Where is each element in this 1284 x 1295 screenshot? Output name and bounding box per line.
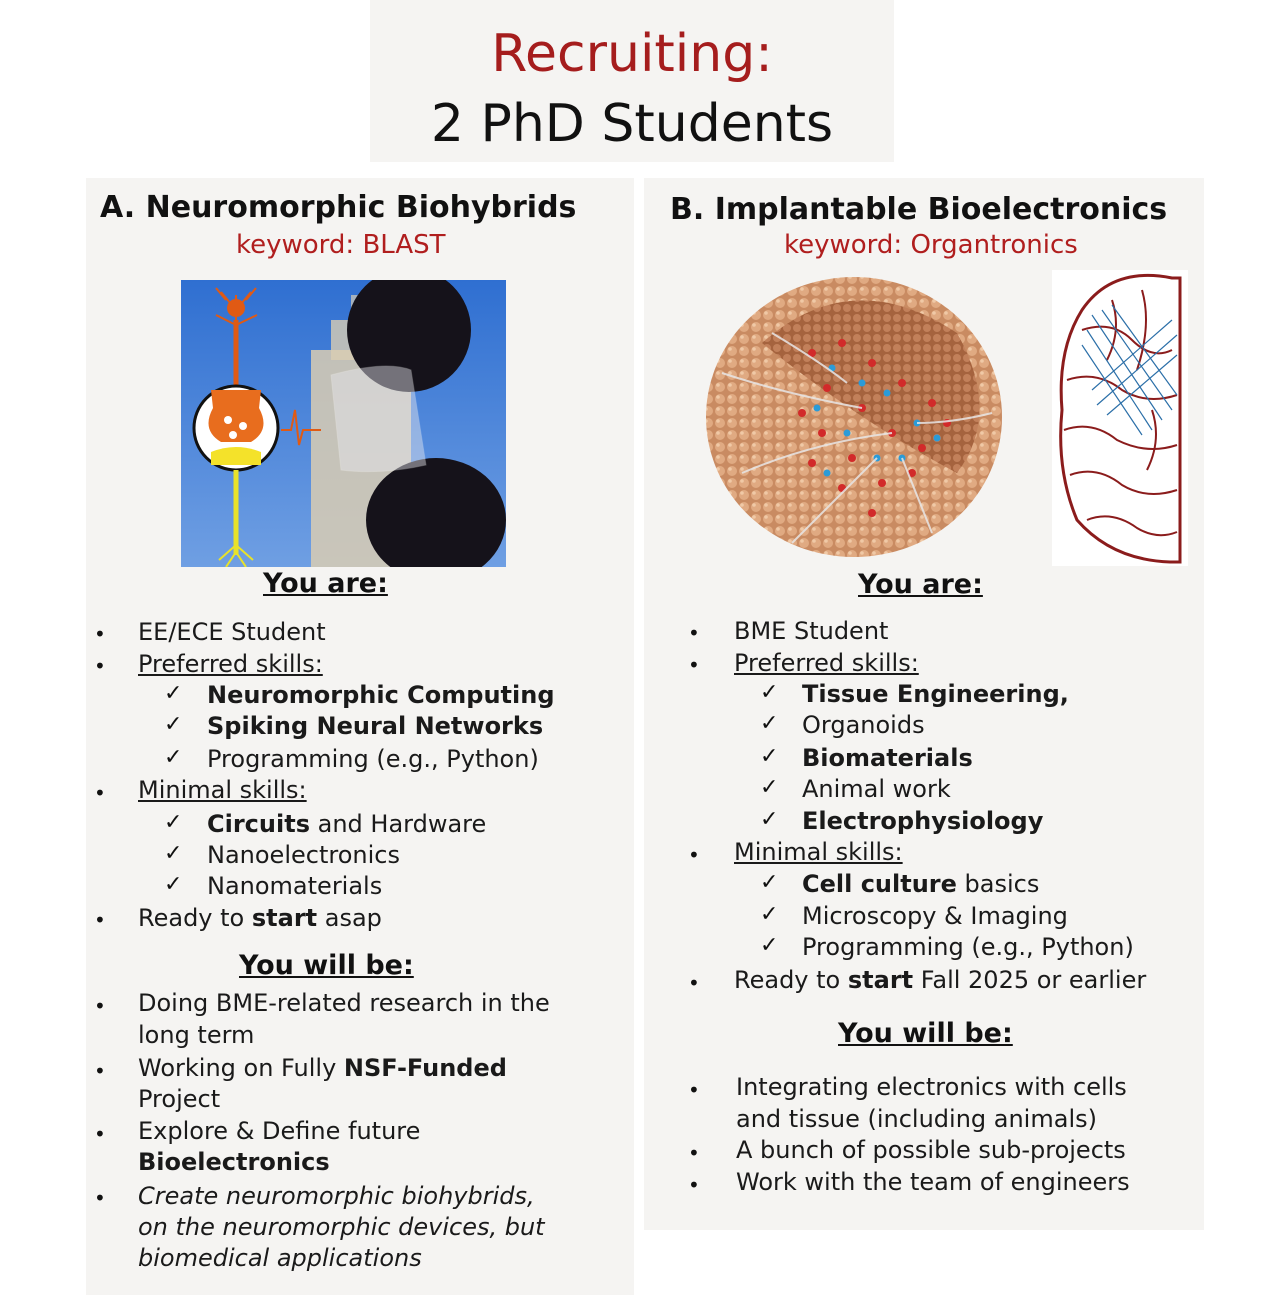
panel-a-preferred-item: Neuromorphic Computing: [207, 681, 555, 709]
bullet: •: [688, 1078, 700, 1102]
panel-a-you-will-be-heading: You will be:: [239, 950, 414, 981]
panel-b-will-1a: Integrating electronics with cells: [736, 1073, 1127, 1101]
panel-a-will-4b: on the neuromorphic devices, but: [138, 1213, 545, 1241]
check-icon: ✓: [164, 872, 183, 897]
bullet: •: [94, 1122, 106, 1146]
check-icon: ✓: [760, 711, 779, 736]
check-icon: ✓: [760, 870, 779, 895]
brain-figure: [1052, 270, 1188, 566]
positions-title: 2 PhD Students: [430, 94, 834, 154]
check-icon: ✓: [164, 712, 183, 737]
bullet: •: [688, 621, 700, 645]
bullet: •: [94, 1059, 106, 1083]
panel-a-you-are-heading: You are:: [263, 568, 388, 599]
bullet: •: [688, 1173, 700, 1197]
bullet: •: [688, 1141, 700, 1165]
check-icon: ✓: [760, 933, 779, 958]
organoid-electrode-figure: [702, 273, 1007, 561]
panel-b-minimal-item: Cell culture basics: [802, 870, 1040, 898]
panel-a-preferred-item: Programming (e.g., Python): [207, 745, 539, 773]
panel-a-will-2b: Project: [138, 1085, 221, 1113]
panel-b-keyword: keyword: Organtronics: [784, 230, 1078, 260]
panel-a-student: EE/ECE Student: [138, 618, 326, 646]
panel-b-will-3: Work with the team of engineers: [736, 1168, 1130, 1196]
panel-b-preferred-item: Electrophysiology: [802, 807, 1044, 835]
panel-a-minimal-item: Nanomaterials: [207, 872, 383, 900]
panel-b-preferred-item: Animal work: [802, 775, 951, 803]
bullet: •: [94, 908, 106, 932]
panel-b-preferred-label: Preferred skills:: [734, 649, 919, 677]
panel-a-keyword: keyword: BLAST: [236, 230, 446, 260]
bullet: •: [94, 1186, 106, 1210]
panel-a-ready: Ready to start asap: [138, 904, 382, 932]
panel-b-title: B. Implantable Bioelectronics: [670, 192, 1168, 227]
panel-b-preferred-item: Biomaterials: [802, 744, 973, 772]
panel-a-minimal-label: Minimal skills:: [138, 776, 307, 804]
panel-a-preferred-item: Spiking Neural Networks: [207, 712, 544, 740]
panel-a-will-4c: biomedical applications: [138, 1244, 422, 1272]
panel-a-will-4a: Create neuromorphic biohybrids,: [138, 1182, 535, 1210]
panel-b-minimal-label: Minimal skills:: [734, 838, 903, 866]
check-icon: ✓: [760, 807, 779, 832]
panel-a-will-3a: Explore & Define future: [138, 1117, 421, 1145]
bullet: •: [94, 622, 106, 646]
bullet: •: [94, 781, 106, 805]
bullet: •: [94, 654, 106, 678]
neuron-device-figure: [181, 280, 506, 567]
panel-b-minimal-item: Microscopy & Imaging: [802, 902, 1068, 930]
bullet: •: [94, 994, 106, 1018]
panel-b-you-will-be-heading: You will be:: [838, 1018, 1013, 1049]
check-icon: ✓: [164, 841, 183, 866]
panel-a-title: A. Neuromorphic Biohybrids: [100, 190, 577, 225]
panel-b-preferred-item: Tissue Engineering,: [802, 680, 1069, 708]
check-icon: ✓: [760, 775, 779, 800]
bullet: •: [688, 971, 700, 995]
panel-b-student: BME Student: [734, 617, 889, 645]
check-icon: ✓: [164, 745, 183, 770]
panel-a-minimal-item: Nanoelectronics: [207, 841, 400, 869]
panel-b-ready: Ready to start Fall 2025 or earlier: [734, 966, 1147, 994]
bullet: •: [688, 653, 700, 677]
panel-a-minimal-item: Circuits and Hardware: [207, 810, 487, 838]
check-icon: ✓: [760, 902, 779, 927]
check-icon: ✓: [164, 681, 183, 706]
panel-a-will-1a: Doing BME-related research in the: [138, 989, 550, 1017]
panel-a-will-2a: Working on Fully NSF-Funded: [138, 1054, 507, 1082]
panel-a-will-3b: Bioelectronics: [138, 1148, 330, 1176]
check-icon: ✓: [760, 680, 779, 705]
panel-b-minimal-item: Programming (e.g., Python): [802, 933, 1134, 961]
bullet: •: [688, 843, 700, 867]
panel-b-you-are-heading: You are:: [858, 569, 983, 600]
recruiting-title: Recruiting:: [491, 24, 773, 84]
recruiting-header: [370, 0, 894, 162]
panel-b-will-2: A bunch of possible sub-projects: [736, 1136, 1126, 1164]
panel-implantable-bioelectronics: [644, 178, 1204, 1230]
check-icon: ✓: [760, 744, 779, 769]
panel-b-preferred-item: Organoids: [802, 711, 925, 739]
panel-b-will-1b: and tissue (including animals): [736, 1105, 1097, 1133]
panel-a-preferred-label: Preferred skills:: [138, 650, 323, 678]
check-icon: ✓: [164, 810, 183, 835]
panel-a-will-1b: long term: [138, 1021, 255, 1049]
panel-neuromorphic-biohybrids: [86, 178, 634, 1295]
